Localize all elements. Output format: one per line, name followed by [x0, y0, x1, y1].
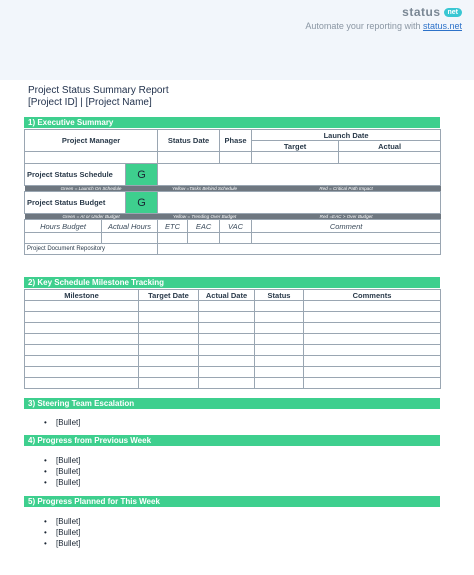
this-week-bullets: [44, 516, 80, 549]
list-item[interactable]: • [Bullet]: [44, 456, 81, 465]
vac-header: VAC: [220, 220, 252, 233]
hours-budget-value[interactable]: [25, 233, 102, 244]
schedule-legend-yellow: Yellow =Tasks Behind Schedule: [158, 186, 252, 192]
schedule-status-label: Project Status Schedule: [25, 164, 126, 186]
actual-header: Actual: [339, 141, 441, 152]
budget-status-indicator[interactable]: G: [126, 192, 158, 214]
table-row[interactable]: [25, 301, 441, 312]
status-net-logo[interactable]: [402, 5, 462, 19]
schedule-legend-red: Red = Critical Path Impact: [252, 186, 441, 192]
actual-hours-value[interactable]: [102, 233, 158, 244]
phase-value[interactable]: [220, 152, 252, 164]
table-row[interactable]: [25, 345, 441, 356]
section-this-week-header: 5) Progress Planned for This Week: [24, 496, 440, 507]
status-date-header: Status Date: [158, 130, 220, 152]
schedule-status-notes[interactable]: [158, 164, 441, 186]
target-header: Target: [252, 141, 339, 152]
actual-value[interactable]: [339, 152, 441, 164]
etc-header: ETC: [158, 220, 188, 233]
brand-badge: net: [444, 8, 463, 17]
document-repository-value[interactable]: [158, 244, 441, 255]
table-row[interactable]: [25, 367, 441, 378]
document-subtitle: [Project ID] | [Project Name]: [28, 97, 152, 108]
budget-legend-yellow: Yellow = Trending Over Budget: [158, 214, 252, 220]
document-title-block: [28, 85, 169, 109]
table-row[interactable]: [25, 312, 441, 323]
list-item[interactable]: • [Bullet]: [44, 467, 81, 476]
eac-header: EAC: [188, 220, 220, 233]
executive-summary-table: [24, 129, 441, 255]
list-item[interactable]: • [Bullet]: [44, 517, 81, 526]
table-row[interactable]: [25, 334, 441, 345]
milestone-table: [24, 289, 441, 389]
table-row[interactable]: [25, 323, 441, 334]
steering-escalation-bullets: [44, 417, 80, 428]
budget-legend-red: Red =EAC > Over Budget: [252, 214, 441, 220]
status-col-header: Status: [255, 290, 304, 301]
eac-value[interactable]: [188, 233, 220, 244]
comment-header: Comment: [252, 220, 441, 233]
actual-date-col-header: Actual Date: [199, 290, 255, 301]
budget-status-notes[interactable]: [158, 192, 441, 214]
hours-budget-header: Hours Budget: [25, 220, 102, 233]
section-previous-week-header: 4) Progress from Previous Week: [24, 435, 440, 446]
milestone-col-header: Milestone: [25, 290, 139, 301]
actual-hours-header: Actual Hours: [102, 220, 158, 233]
list-item[interactable]: • [Bullet]: [44, 539, 81, 548]
tagline-link[interactable]: status.net: [422, 21, 462, 31]
list-item[interactable]: • [Bullet]: [44, 478, 81, 487]
list-item[interactable]: • [Bullet]: [44, 528, 81, 537]
tagline: [305, 21, 462, 31]
launch-date-header: Launch Date: [252, 130, 441, 141]
status-date-value[interactable]: [158, 152, 220, 164]
table-row[interactable]: [25, 378, 441, 389]
comment-value[interactable]: [252, 233, 441, 244]
target-value[interactable]: [252, 152, 339, 164]
comments-col-header: Comments: [304, 290, 441, 301]
document-title: Project Status Summary Report: [28, 85, 169, 96]
budget-legend-green: Green = At or Under Budget: [25, 214, 158, 220]
document-repository-label: Project Document Repository: [25, 244, 158, 255]
project-manager-value[interactable]: [25, 152, 158, 164]
phase-header: Phase: [220, 130, 252, 152]
table-row[interactable]: [25, 356, 441, 367]
tagline-text: Automate your reporting with: [305, 21, 421, 31]
section-milestone-tracking-header: 2) Key Schedule Milestone Tracking: [24, 277, 440, 288]
vac-value[interactable]: [220, 233, 252, 244]
schedule-status-indicator[interactable]: G: [126, 164, 158, 186]
etc-value[interactable]: [158, 233, 188, 244]
schedule-legend-green: Green = Launch On Schedule: [25, 186, 158, 192]
section-steering-escalation-header: 3) Steering Team Escalation: [24, 398, 440, 409]
budget-status-label: Project Status Budget: [25, 192, 126, 214]
target-date-col-header: Target Date: [139, 290, 199, 301]
project-manager-header: Project Manager: [25, 130, 158, 152]
list-item[interactable]: • [Bullet]: [44, 418, 81, 427]
brand-name: status: [402, 5, 441, 19]
previous-week-bullets: [44, 455, 80, 488]
section-executive-summary-header: 1) Executive Summary: [24, 117, 440, 128]
